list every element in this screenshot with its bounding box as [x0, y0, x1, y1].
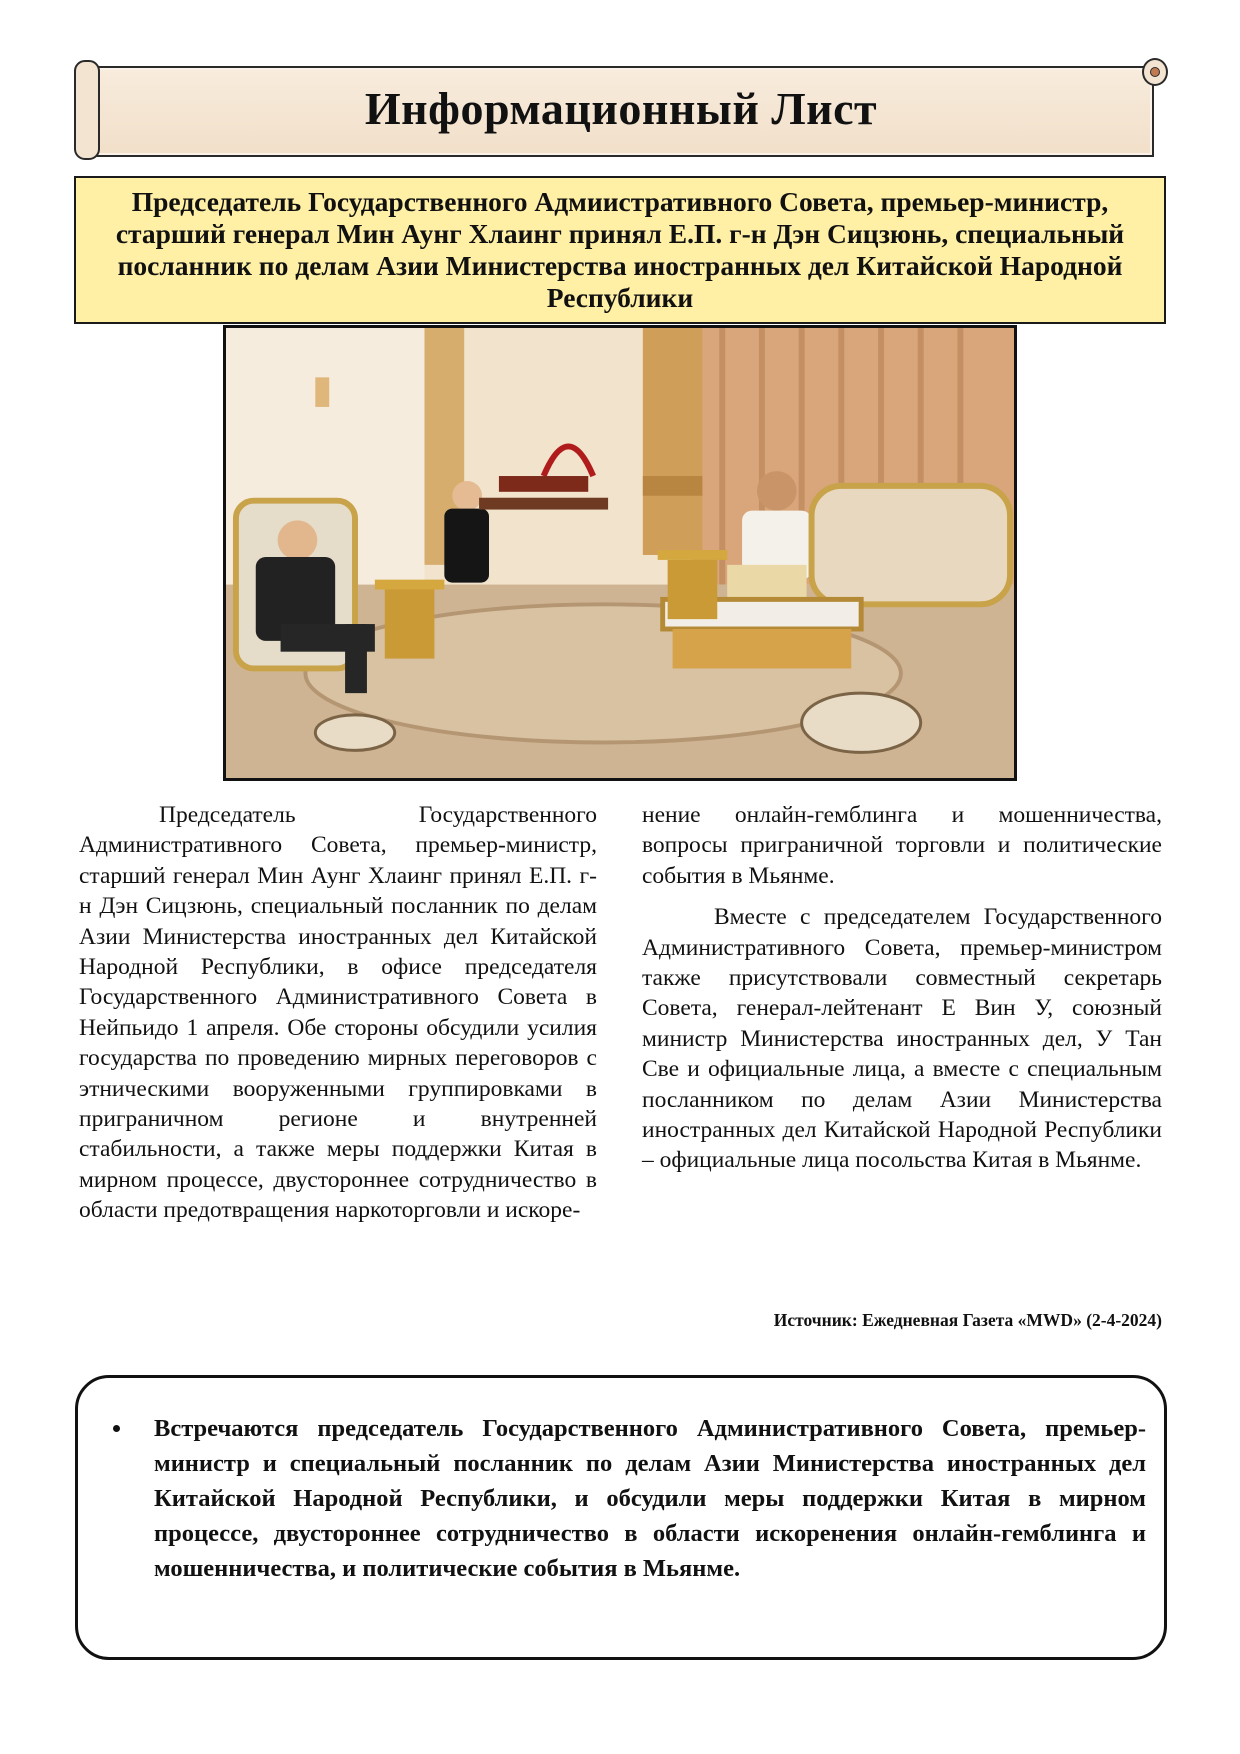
summary-box: [75, 1375, 1167, 1660]
summary-bullet: • Встречаются председатель Государственного Административного Совета, премьер-министр и специальный посланник по делам Азии Министерства иностранных дел Китайской Народной Республики, и обсудили меры поддержки Китая в мирном процессе, двустороннее сотрудничество в области искоренения онлайн-гемблинга и мошенничества, и политические события в Мьянме.: [134, 1411, 1146, 1586]
source-citation: Источник: Ежедневная Газета «MWD» (2-4-2024): [773, 1310, 1162, 1330]
article-paragraph-2: Вместе с председателем Государственного Административного Совета, премьер-министром также присутствовали совместный секретарь Совета, генерал-лейтенант Е Вин У, союзный министр Министерства иностранных дел, У Тан Све и официальные лица, а вместе с специальным посланником по делам Азии Министерства иностранных дел Китайской Народной Республики – официальные лица посольства Китая в Мьянме.: [642, 904, 1162, 1174]
meeting-photo: [223, 325, 1017, 781]
summary-list: [78, 1411, 1146, 1586]
article-column-left: [79, 800, 597, 1226]
title-banner: [74, 58, 1168, 163]
headline-box: [74, 176, 1166, 324]
article-paragraph-1: Председатель Государственного Административного Совета, премьер-министр, старший генерал Мин Аунг Хлаинг принял Е.П. г-н Дэн Сицзюнь, специальный посланник по делам Азии Министерства иностранных дел Китайской Народной Республики, в офисе председателя Государственного Административного Совета в Нейпьидо 1 апреля. Обе стороны обсудили усилия государства по проведению мирных переговоров с этническими вооруженными группировками в приграничном регионе и внутренней стабильности, а также меры поддержки Китая в мирном процессе, двустороннее сотрудничество в области предотвращения наркоторговли и искоре-: [79, 802, 597, 1224]
headline: Председатель Государственного Адмиистративного Совета, премьер-министр, старший генерал Мин Аунг Хлаинг принял Е.П. г-н Дэн Сицзюнь, специальный посланник по делам Азии Министерства иностранных дел Китайской Народной Республики: [115, 186, 1125, 313]
article-paragraph-1-continued: нение онлайн-гемблинга и мошенничества, вопросы приграничной торговли и политические события в Мьянме.: [642, 802, 1162, 889]
article-column-right: [642, 800, 1162, 1176]
meeting-photo-illustration: [226, 328, 1014, 778]
page-title: Информационный Лист: [364, 83, 878, 134]
